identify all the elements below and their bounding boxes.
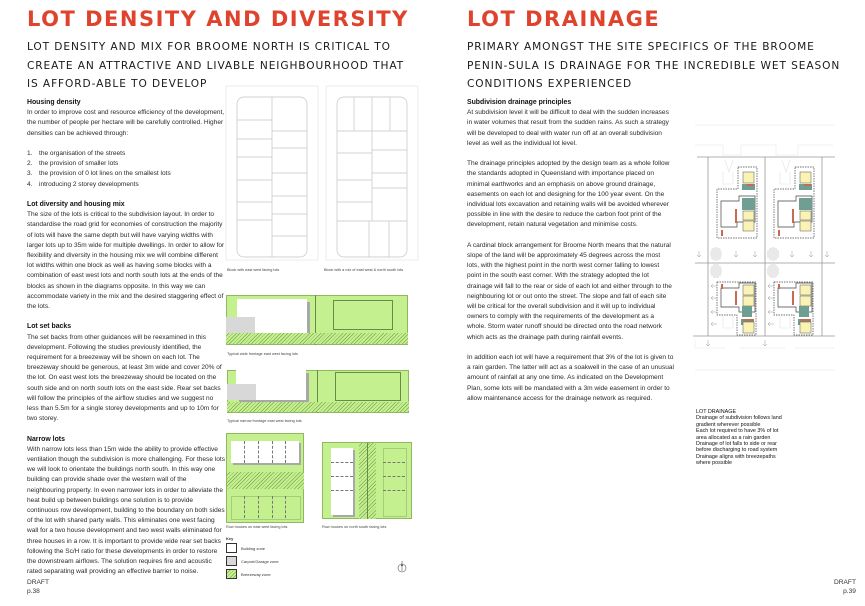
block-mix-diagram bbox=[326, 86, 418, 260]
key-legend bbox=[226, 536, 279, 579]
list-item bbox=[27, 180, 225, 190]
party-wall bbox=[258, 441, 259, 463]
key-title: Key bbox=[226, 536, 234, 541]
text-lot-diversity: The size of the lots is critical to the subdivision layout. In order to standardise the road grid for economies of construction the majority of lots will have the same depth but will have varying widths with larger lots up to 35m wide for multiple dwellings. In order to allow for flexibility and diversity in the housing mix we will combine different lot widths within one block as well as having some blocks with a combination of east west lots and north south lots at the ends of the blocks as shown in the diagrams opposite. In this way we can accommodate variety in the mix and the desired staggering effect of the lots. bbox=[27, 211, 225, 311]
party-wall bbox=[383, 462, 405, 463]
left-page-subtitle: LOT DENSITY AND MIX FOR BROOME NORTH IS CRITICAL TO CREATE AN ATTRACTIVE AND LIVABLE NEIGHBOURHOOD THAT IS AFFORD-ABLE TO DEVELOP bbox=[27, 41, 405, 90]
breezeway-swatch bbox=[226, 569, 237, 579]
caption-narrow-frontage: Typical narrow frontage east west facing lots bbox=[227, 419, 302, 423]
caption-block-mix: Block with a mix of east west & north south lots bbox=[324, 268, 404, 272]
party-wall bbox=[331, 490, 353, 491]
key-label: Carport/Garage zone bbox=[241, 558, 279, 564]
building-zone bbox=[331, 448, 353, 515]
breezeway-zone bbox=[227, 402, 409, 412]
list-number: 4. bbox=[27, 180, 33, 188]
key-item bbox=[226, 569, 279, 579]
list-text: the provision of 0 lot lines on the smallest lots bbox=[39, 170, 171, 178]
building-outline bbox=[335, 372, 401, 401]
heading-housing-density: Housing density bbox=[27, 99, 81, 106]
list-text: the organisation of the streets bbox=[39, 150, 126, 157]
building-outline bbox=[333, 300, 393, 330]
row-ns-diagram bbox=[322, 442, 412, 519]
right-page-body bbox=[467, 98, 674, 414]
list-item bbox=[27, 169, 225, 179]
carport-swatch bbox=[226, 556, 237, 566]
party-wall bbox=[272, 496, 273, 518]
party-wall bbox=[258, 496, 259, 518]
list-number: 3. bbox=[27, 170, 33, 178]
key-label: Breezeway zone bbox=[241, 571, 271, 577]
list-item bbox=[27, 149, 225, 159]
text-drainage-3: A cardinal block arrangement for Broome North means that the natural slope of the land will be approximately 45 degrees across the most lots, with the highest point in the north west corner falling to lowest point in the south east corner. With the strategy adopted the lot drainage will fall to the rear or side of each lot and either through to the neighbouring lot or out onto the street. The slope and fall of each site will be critical for the overall subdivision and it will up to individual owners to comply with the requirements of the development as a whole. Storm water runoff should be directed onto the road network which acts as the drainage path during rainfall events. bbox=[467, 241, 672, 341]
narrow-frontage-diagram bbox=[227, 370, 409, 413]
left-footer bbox=[27, 578, 49, 596]
legend-line: Drainage of lot falls to side or rear bbox=[696, 441, 777, 448]
legend-line: area allocated as a rain garden bbox=[696, 434, 771, 441]
list-number: 1. bbox=[27, 150, 33, 157]
row-ew-diagram bbox=[226, 433, 304, 523]
party-wall bbox=[244, 441, 245, 463]
breezeway-zone bbox=[227, 472, 304, 489]
list-text: the provision of smaller lots bbox=[39, 160, 119, 168]
legend-line: Each lot required to have 3% of lot bbox=[696, 428, 779, 435]
page-number: p.38 bbox=[27, 588, 40, 595]
text-lot-set-backs: The set backs from other guidances will be reexamined in this development. Following the studies previously identified, the requirement for a breezeway will be shown on each lot. The breezeway should be generous, at least 3m wide and cover 20% of the lot. On east west lots the breezeway should be located on the south side and on north south lots on the east side. Rear set backs will follow the principles of the airflow studies and we suggest no less than 5.5m for a single storey developments and up to 10m for two storey. bbox=[27, 333, 222, 423]
party-wall bbox=[285, 441, 286, 463]
breezeway-zone bbox=[226, 333, 408, 344]
right-page-title: LOT DRAINAGE bbox=[467, 7, 661, 31]
text-drainage-2: The drainage principles adopted by the design team as a whole follow the standards adopted in Queensland with importance placed on minimal earthworks and an emphasis on above ground drainage, easements on each lot and designing for the 100 year event. On the individual lots excavation and retaining walls will be avoided wherever possible in line with the desire to reduce the carbon foot print of the development, retain natural vegetation and minimise costs. bbox=[467, 160, 670, 229]
rain-gardens bbox=[710, 247, 779, 278]
list-text: introducing 2 storey developments bbox=[39, 180, 139, 188]
heading-narrow-lots: Narrow lots bbox=[27, 435, 65, 443]
key-label: Building zone bbox=[241, 545, 266, 551]
carport-zone bbox=[226, 317, 255, 333]
heading-subdivision-drainage: Subdivision drainage principles bbox=[467, 99, 572, 106]
party-wall bbox=[331, 476, 353, 477]
party-wall bbox=[331, 462, 353, 463]
party-wall bbox=[272, 441, 273, 463]
heading-lot-diversity: Lot diversity and housing mix bbox=[27, 201, 125, 208]
left-page-body bbox=[27, 98, 225, 577]
list-number: 2. bbox=[27, 160, 33, 168]
legend-title: LOT DRAINAGE bbox=[696, 409, 737, 415]
heading-lot-set-backs: Lot set backs bbox=[27, 323, 72, 331]
caption-row-ew: Row houses on east west facing lots bbox=[226, 525, 288, 529]
legend-line: Drainage of subdivision follows land bbox=[696, 415, 782, 422]
building-outline bbox=[383, 448, 407, 517]
draft-label: DRAFT bbox=[27, 579, 49, 586]
legend-line: gradient wherever possible bbox=[696, 421, 761, 428]
party-wall bbox=[383, 490, 405, 491]
right-footer bbox=[834, 578, 856, 596]
building-swatch bbox=[226, 543, 237, 553]
legend-line: before discharging to road system bbox=[696, 447, 778, 454]
party-wall bbox=[383, 476, 405, 477]
building-zone bbox=[231, 441, 299, 463]
text-drainage-1: At subdivision level it will be difficult to deal with the sudden increases in water volumes that result from the sudden rains. As such a strategy will be developed to deal with water run off at an overall subdivision level as well as the individual lot level. bbox=[467, 109, 669, 147]
block-diagrams bbox=[224, 84, 424, 274]
list-item bbox=[27, 159, 225, 169]
text-housing-density: In order to improve cost and resource efficiency of the development, the number of people per hectare will be carefully controlled. Higher densities can be achieved through: bbox=[27, 109, 225, 137]
drainage-diagram bbox=[685, 120, 855, 385]
carport-zone bbox=[227, 384, 256, 400]
right-page-subtitle: PRIMARY AMONGST THE SITE SPECIFICS OF THE BROOME PENIN-SULA IS DRAINAGE FOR THE INCREDIBLE WET SEASON CONDITIONS EXPERIENCED bbox=[467, 41, 841, 90]
draft-label: DRAFT bbox=[834, 579, 856, 586]
party-wall bbox=[285, 496, 286, 518]
left-page-title: LOT DENSITY AND DIVERSITY bbox=[27, 7, 409, 31]
lot-divider bbox=[367, 443, 368, 519]
text-narrow-lots: With narrow lots less than 15m wide the ability to provide effective ventilation though the subdivision is more challenging. For these lots we will look to orientate the buildings north south. In this way one building can provide shade over the western wall of the neighbouring property. In even narrower lots in order to alleviate the heat build up between buildings one solution is to provide continuous row development, building to the boundary on both sides of the lot with shared party walls. This eliminates one west facing wall for a two house development and two west walls eliminated for three houses in a row. It is important to provide wide rear set backs following the Sc/H ratio for these developments in order to restore the downstream airflows. The solution requires fire and acoustic rated separating wall providing an effective barrier to noise. bbox=[27, 445, 225, 576]
block-ew-diagram bbox=[226, 86, 318, 260]
drainage-legend bbox=[696, 409, 782, 467]
caption-wide-frontage: Typical wide frontage east west facing lots bbox=[227, 352, 298, 356]
caption-block-ew: Block with east west facing lots bbox=[227, 268, 280, 272]
legend-line: Drainage aligns with breezepaths bbox=[696, 453, 776, 460]
legend-line: where possible bbox=[696, 460, 732, 467]
party-wall bbox=[244, 496, 245, 518]
caption-row-ns: Row houses on north south facing lots bbox=[322, 525, 387, 529]
density-list bbox=[27, 149, 225, 190]
building-outline bbox=[231, 496, 301, 520]
text-drainage-4: In addition each lot will have a requirement that 3% of the lot is given to a rain garden. The latter will act as a soakwell in the case of an unusual amount of rainfall at any one time. As indicated on the Development Plan, some lots will be mandated with a 3m wide easement in order to allow maintenance access for the drainage network as required. bbox=[467, 354, 674, 402]
wide-frontage-diagram bbox=[226, 295, 408, 345]
key-item bbox=[226, 543, 279, 553]
key-item bbox=[226, 556, 279, 566]
page-number: p.39 bbox=[843, 588, 856, 595]
north-arrow-icon bbox=[397, 561, 407, 573]
